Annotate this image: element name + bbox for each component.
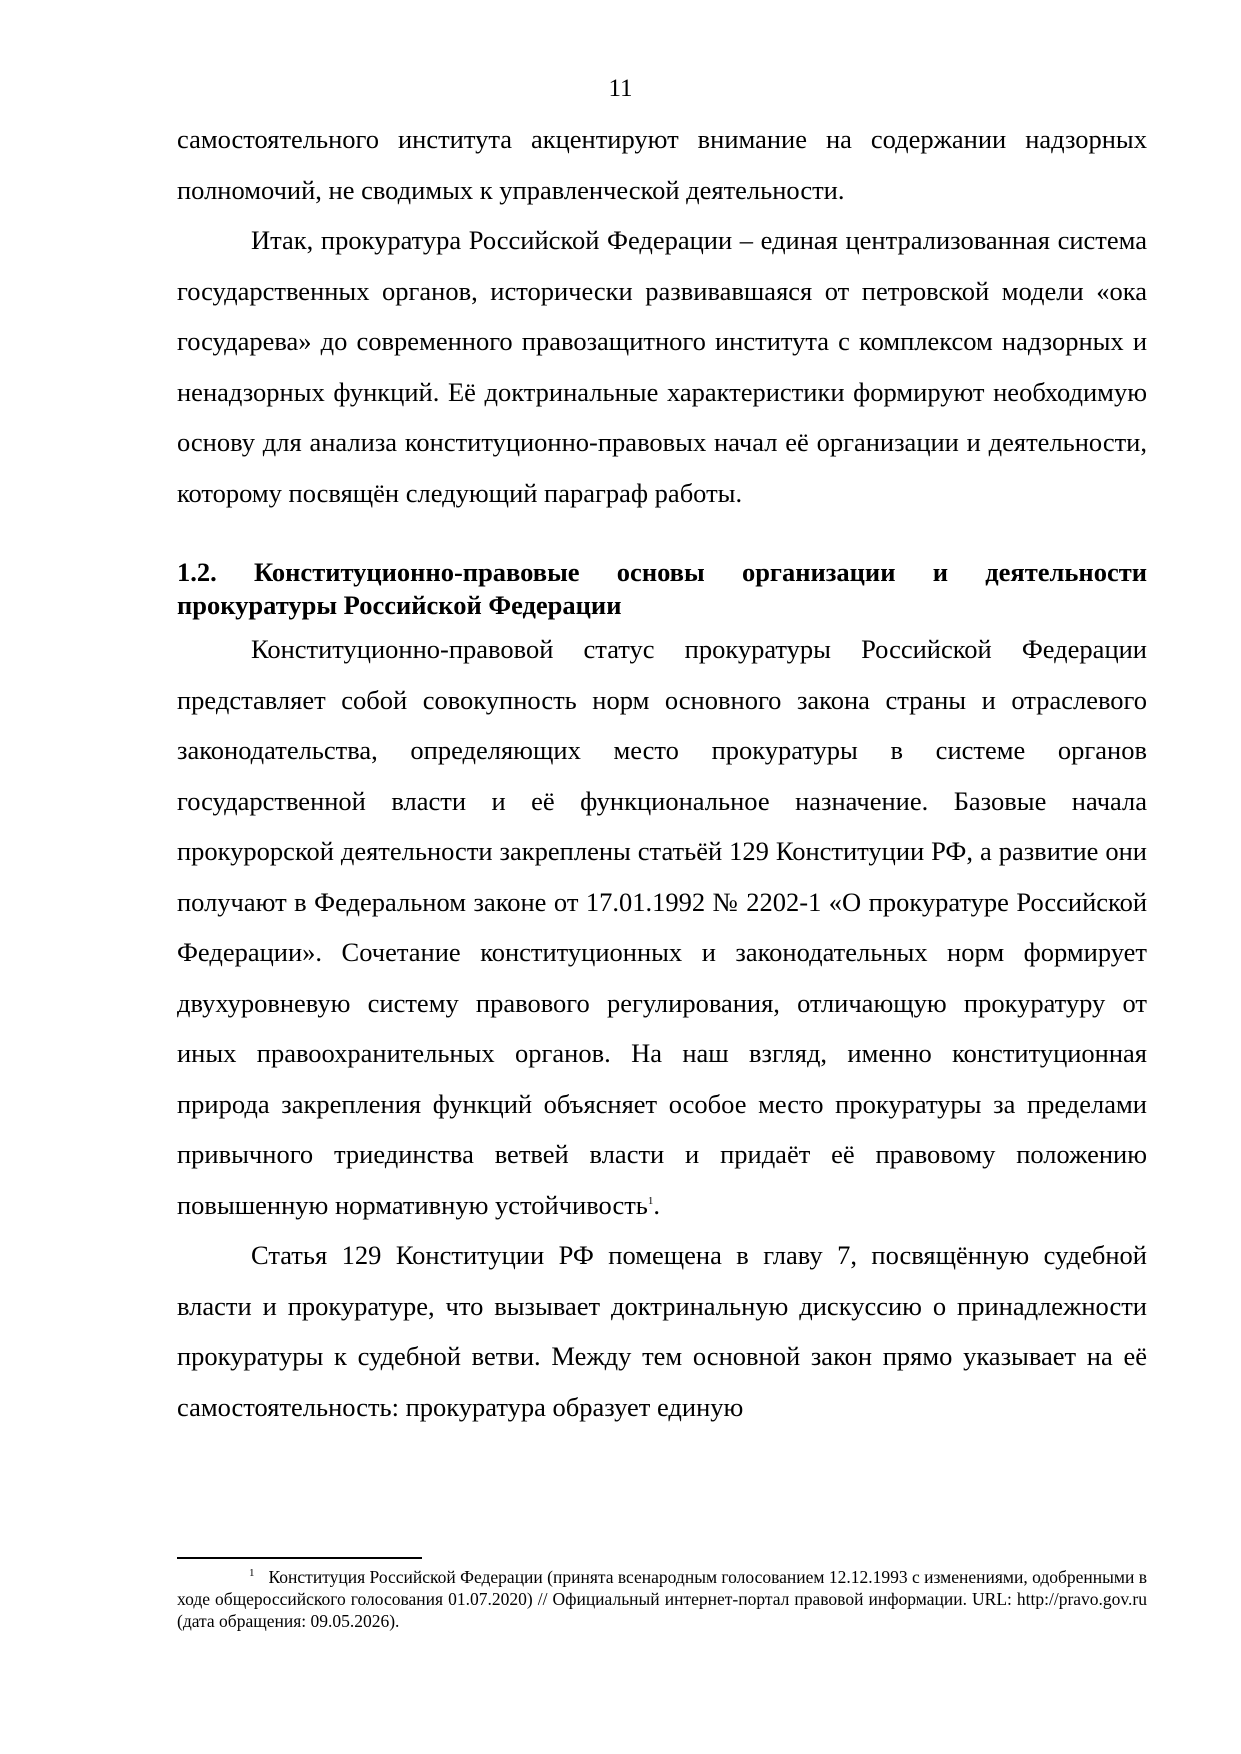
paragraph-continuation: самостоятельного института акцентируют внимание на содержании надзорных полномочий, не сводимых к управленческой деятельности.	[177, 124, 1147, 205]
page-number: 11	[608, 75, 633, 102]
paragraph-tail: .	[653, 1189, 661, 1220]
footnote	[177, 1566, 1147, 1632]
footnote-text: Конституция Российской Федерации (принята всенародным голосованием 12.12.1993 с изменениями, одобренными в ходе общероссийского голосования 01.07.2020) // Официальный интернет-портал правовой информации. URL: http://pravo.gov.ru (дата обращения: 09.05.2026).	[177, 1567, 1147, 1631]
paragraph-text: Конституционно-правовой статус прокуратуры Российской Федерации представляет собой совокупность норм основного закона страны и отраслевого законодательства, определяющих место прокуратуры в системе органов государственной власти и её функциональное назначение. Базовые начала прокурорской деятельности закреплены статьёй 129 Конституции РФ, а развитие они получают в Федеральном законе от 17.01.1992 № 2202-1 «О прокуратуре Российской Федерации». Сочетание конституционных и законодательных норм формирует двухуровневую систему правового регулирования, отличающую прокуратуру от иных правоохранительных органов. На наш взгляд, именно конституционная природа закрепления функций объясняет особое место прокуратуры за пределами привычного триединства ветвей власти и придаёт её правовому положению повышенную нормативную устойчивость	[177, 634, 1147, 1220]
footnote-reference[interactable]: 1	[647, 1194, 654, 1207]
paragraph-constitutional-status	[177, 624, 1147, 1230]
paragraph-summary: Итак, прокуратура Российской Федерации – единая централизованная система государственных органов, исторически развивавшаяся от петровской модели «ока государева» до современного правозащитного института с комплексом надзорных и ненадзорных функций. Её доктринальные характеристики формируют необходимую основу для анализа конституционно-правовых начал её организации и деятельности, которому посвящён следующий параграф работы.	[177, 225, 1147, 508]
footnote-separator	[177, 1557, 422, 1559]
footnote-mark: 1	[249, 1567, 255, 1580]
document-body	[177, 114, 1147, 1432]
section-heading: 1.2. Конституционно-правовые основы организации и деятельности прокуратуры Российской Федерации	[177, 557, 1147, 620]
paragraph-article-129: Статья 129 Конституции РФ помещена в главу 7, посвящённую судебной власти и прокуратуре, что вызывает доктринальную дискуссию о принадлежности прокуратуры к судебной ветви. Между тем основной закон прямо указывает на её самостоятельность: прокуратура образует единую	[177, 1240, 1147, 1422]
